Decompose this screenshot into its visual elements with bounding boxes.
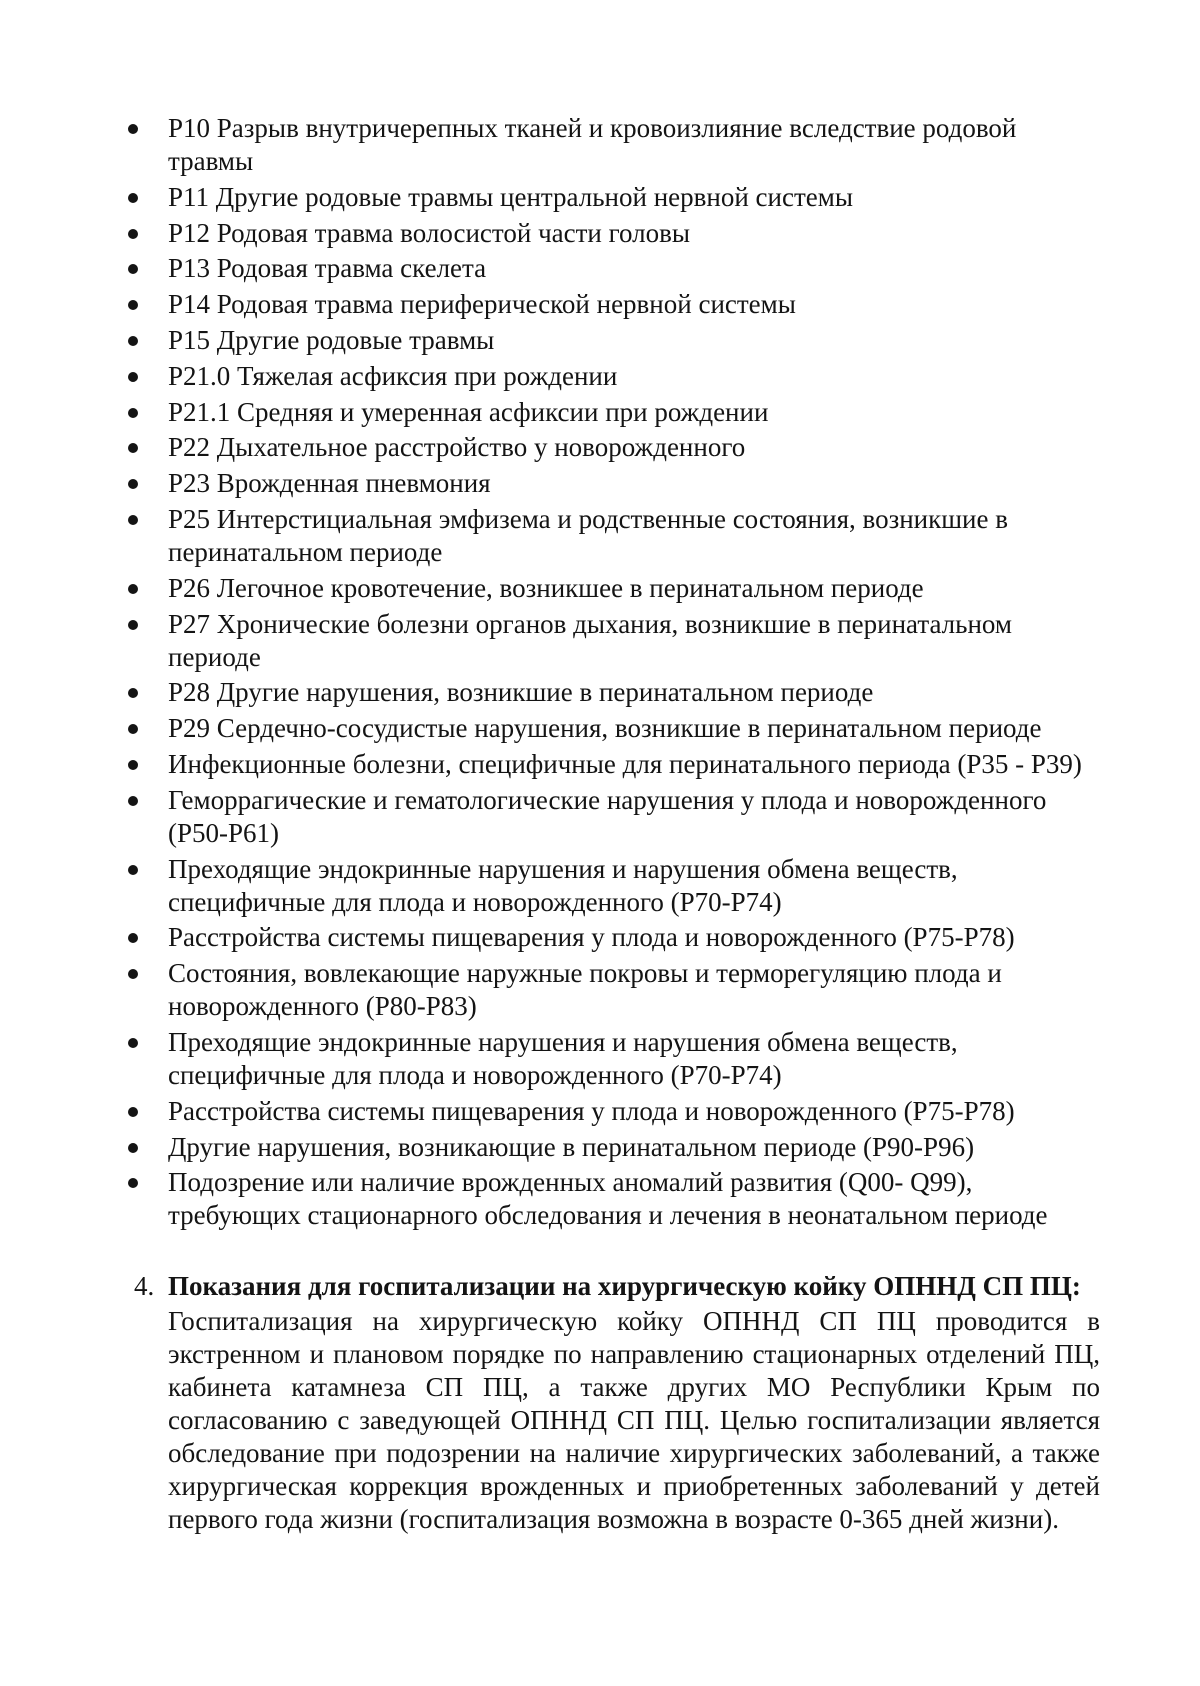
list-item bbox=[120, 1166, 1100, 1232]
bullet-icon bbox=[128, 1178, 138, 1188]
list-item-text: Расстройства системы пищеварения у плода и новорожденного (Р75-Р78) bbox=[168, 922, 1015, 953]
list-item bbox=[120, 1131, 1100, 1164]
list-item bbox=[120, 921, 1100, 954]
bullet-icon bbox=[128, 124, 138, 134]
list-item-text: P25 Интерстициальная эмфизема и родственные состояния, возникшие в перинатальном периоде bbox=[168, 503, 1008, 567]
list-item-text: P11 Другие родовые травмы центральной нервной системы bbox=[168, 181, 853, 212]
bullet-icon bbox=[128, 408, 138, 418]
section-body-paragraph: Госпитализация на хирургическую койку ОПННД СП ПЦ проводится в экстренном и плановом порядке по направлению стационарных отделений ПЦ, кабинета катамнеза СП ПЦ, а также других МО Республики Крым по согласованию с заведующей ОПННД СП ПЦ. Целью госпитализации является обследование при подозрении на наличие хирургических заболеваний, а также хирургическая коррекция врожденных и приобретенных заболеваний у детей первого года жизни (госпитализация возможна в возрасте 0-365 дней жизни). bbox=[168, 1306, 1100, 1534]
list-item-text: P13 Родовая травма скелета bbox=[168, 253, 487, 284]
list-item-text: P21.0 Тяжелая асфиксия при рождении bbox=[168, 360, 618, 391]
bullet-icon bbox=[128, 515, 138, 525]
bullet-icon bbox=[128, 1143, 138, 1153]
bullet-icon bbox=[128, 760, 138, 770]
list-item-text: P26 Легочное кровотечение, возникшее в перинатальном периоде bbox=[168, 572, 924, 603]
list-item bbox=[120, 467, 1100, 500]
bullet-icon bbox=[128, 584, 138, 594]
bullet-icon bbox=[128, 933, 138, 943]
list-item-text: P23 Врожденная пневмония bbox=[168, 468, 491, 499]
list-item bbox=[120, 748, 1100, 781]
list-item-text: P29 Сердечно-сосудистые нарушения, возникшие в перинатальном периоде bbox=[168, 713, 1042, 744]
diagnosis-list bbox=[120, 112, 1100, 1235]
list-item bbox=[120, 1095, 1100, 1128]
list-item-text: Подозрение или наличие врожденных аномалий развития (Q00- Q99), требующих стационарного обследования и лечения в неонатальном периоде bbox=[168, 1167, 1048, 1231]
bullet-icon bbox=[128, 865, 138, 875]
list-item-text: P12 Родовая травма волосистой части головы bbox=[168, 217, 691, 248]
list-item bbox=[120, 396, 1100, 429]
list-item bbox=[120, 431, 1100, 464]
list-item-text: P28 Другие нарушения, возникшие в перинатальном периоде bbox=[168, 677, 874, 708]
bullet-icon bbox=[128, 336, 138, 346]
bullet-icon bbox=[128, 1038, 138, 1048]
bullet-icon bbox=[128, 724, 138, 734]
list-item-text: P10 Разрыв внутричерепных тканей и кровоизлияние вследствие родовой травмы bbox=[168, 113, 1017, 176]
list-item-text: Расстройства системы пищеварения у плода и новорожденного (Р75-Р78) bbox=[168, 1095, 1015, 1126]
bullet-icon bbox=[128, 193, 138, 203]
bullet-icon bbox=[128, 264, 138, 274]
section-surgical-admission bbox=[134, 1270, 1100, 1536]
bullet-icon bbox=[128, 443, 138, 453]
list-item bbox=[120, 572, 1100, 605]
bullet-icon bbox=[128, 1107, 138, 1117]
list-item-text: Преходящие эндокринные нарушения и нарушения обмена веществ, специфичные для плода и новорожденного (Р70-Р74) bbox=[168, 853, 958, 917]
bullet-icon bbox=[128, 796, 138, 806]
list-item bbox=[120, 676, 1100, 709]
bullet-icon bbox=[128, 969, 138, 979]
bullet-icon bbox=[128, 372, 138, 382]
list-item bbox=[120, 784, 1100, 850]
section-heading-text: Показания для госпитализации на хирургическую койку ОПННД СП ПЦ: bbox=[168, 1271, 1081, 1301]
list-item bbox=[120, 503, 1100, 569]
section-heading bbox=[134, 1270, 1100, 1303]
list-item-text: Инфекционные болезни, специфичные для перинатального периода (Р35 - Р39) bbox=[168, 748, 1082, 779]
list-item bbox=[120, 181, 1100, 214]
bullet-icon bbox=[128, 479, 138, 489]
list-item bbox=[120, 608, 1100, 674]
list-item-text: P27 Хронические болезни органов дыхания, возникшие в перинатальном периоде bbox=[168, 608, 1012, 672]
bullet-icon bbox=[128, 300, 138, 310]
list-item-text: Преходящие эндокринные нарушения и нарушения обмена веществ, специфичные для плода и новорожденного (Р70-Р74) bbox=[168, 1026, 958, 1090]
list-item-text: Состояния, вовлекающие наружные покровы и терморегуляцию плода и новорожденного (Р80-Р83) bbox=[168, 958, 1002, 1022]
list-item bbox=[120, 112, 1100, 178]
list-item-text: P21.1 Средняя и умеренная асфиксии при рождении bbox=[168, 396, 769, 427]
list-item bbox=[120, 288, 1100, 321]
list-item bbox=[120, 853, 1100, 919]
list-item bbox=[120, 360, 1100, 393]
bullet-icon bbox=[128, 620, 138, 630]
list-item bbox=[120, 324, 1100, 357]
list-item-text: Другие нарушения, возникающие в перинатальном периоде (Р90-Р96) bbox=[168, 1131, 975, 1162]
bullet-icon bbox=[128, 229, 138, 239]
list-item bbox=[120, 957, 1100, 1023]
list-item-text: P15 Другие родовые травмы bbox=[168, 324, 495, 355]
bullet-icon bbox=[128, 688, 138, 698]
list-item-text: P22 Дыхательное расстройство у новорожденного bbox=[168, 432, 746, 463]
list-item bbox=[120, 1026, 1100, 1092]
list-item bbox=[120, 712, 1100, 745]
list-item bbox=[120, 252, 1100, 285]
list-item-text: P14 Родовая травма периферической нервной системы bbox=[168, 289, 796, 320]
list-item bbox=[120, 217, 1100, 250]
list-item-text: Геморрагические и гематологические нарушения у плода и новорожденного (Р50-Р61) bbox=[168, 784, 1047, 848]
section-number: 4. bbox=[134, 1271, 155, 1301]
